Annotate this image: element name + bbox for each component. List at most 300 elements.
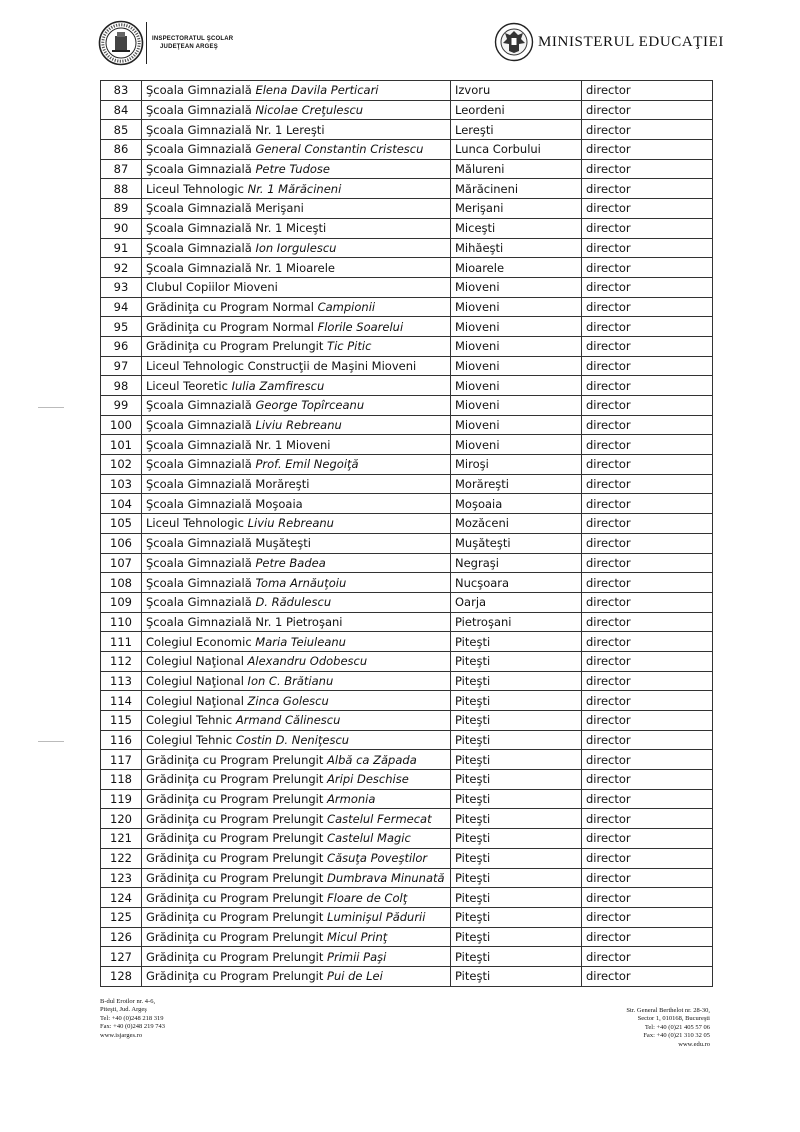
position: director (582, 258, 713, 278)
row-number: 117 (101, 750, 142, 770)
locality: Piteşti (451, 927, 582, 947)
school-name (142, 750, 451, 770)
school-type: Grădiniţa cu Program Prelungit (146, 969, 328, 984)
position: director (582, 632, 713, 652)
margin-mark (38, 407, 64, 408)
position: director (582, 120, 713, 140)
locality: Oarja (451, 592, 582, 612)
school-patron-name: Iulia Zamfirescu (231, 378, 325, 393)
romania-coat-of-arms-icon (492, 22, 536, 62)
isj-address (100, 998, 165, 1040)
row-number: 103 (101, 474, 142, 494)
position: director (582, 474, 713, 494)
locality: Pietroşani (451, 612, 582, 632)
school-patron-name: Castelul Magic (327, 831, 411, 846)
position: director (582, 179, 713, 199)
page-header (0, 0, 800, 80)
school-type: Şcoala Gimnazială Muşăteşti (146, 536, 311, 551)
school-patron-name: Nr. 1 Mărăcineni (247, 181, 342, 196)
school-patron-name: Florile Soarelui (317, 319, 404, 334)
row-number: 127 (101, 947, 142, 967)
row-number: 125 (101, 907, 142, 927)
table-row (101, 317, 713, 337)
position: director (582, 868, 713, 888)
row-number: 109 (101, 592, 142, 612)
school-type: Şcoala Gimnazială Morăreşti (146, 477, 310, 492)
row-number: 123 (101, 868, 142, 888)
position: director (582, 277, 713, 297)
school-type: Colegiul Naţional (146, 673, 248, 688)
row-number: 101 (101, 435, 142, 455)
row-number: 112 (101, 651, 142, 671)
row-number: 110 (101, 612, 142, 632)
school-patron-name: Dumbrava Minunată (327, 870, 445, 885)
locality: Miceşti (451, 218, 582, 238)
school-type: Grădiniţa cu Program Prelungit (146, 831, 328, 846)
school-name (142, 533, 451, 553)
school-patron-name: Petre Badea (255, 555, 326, 570)
school-type: Grădiniţa cu Program Prelungit (146, 890, 328, 905)
school-type: Şcoala Gimnazială (146, 555, 256, 570)
table-row (101, 592, 713, 612)
ministry-website: www.edu.ro (678, 1040, 710, 1048)
table-row (101, 848, 713, 868)
locality: Piteşti (451, 907, 582, 927)
school-name (142, 277, 451, 297)
school-type: Clubul Copiilor Mioveni (146, 280, 278, 295)
school-name (142, 376, 451, 396)
school-name (142, 356, 451, 376)
position: director (582, 671, 713, 691)
table-row (101, 612, 713, 632)
row-number: 126 (101, 927, 142, 947)
row-number: 118 (101, 770, 142, 790)
position: director (582, 81, 713, 101)
row-number: 98 (101, 376, 142, 396)
row-number: 114 (101, 691, 142, 711)
school-name (142, 789, 451, 809)
school-name (142, 336, 451, 356)
school-name (142, 612, 451, 632)
locality: Mioveni (451, 317, 582, 337)
school-type: Grădiniţa cu Program Prelungit (146, 851, 328, 866)
row-number: 128 (101, 966, 142, 986)
position: director (582, 809, 713, 829)
isj-name (152, 35, 233, 51)
school-patron-name: Zinca Golescu (247, 693, 329, 708)
table-row (101, 258, 713, 278)
school-name (142, 514, 451, 534)
table-row (101, 218, 713, 238)
position: director (582, 238, 713, 258)
position: director (582, 848, 713, 868)
row-number: 93 (101, 277, 142, 297)
position: director (582, 356, 713, 376)
school-patron-name: Micul Prinţ (327, 929, 388, 944)
row-number: 104 (101, 494, 142, 514)
school-name (142, 947, 451, 967)
row-number: 83 (101, 81, 142, 101)
row-number: 108 (101, 573, 142, 593)
ministry-address-line: Sector 1, 010168, Bucureşti (637, 1015, 710, 1023)
school-patron-name: Alexandru Odobescu (247, 654, 368, 669)
school-type: Şcoala Gimnazială (146, 595, 256, 610)
school-patron-name: Floare de Colţ (327, 890, 408, 905)
school-patron-name: Primii Paşi (327, 949, 387, 964)
table-body (101, 81, 713, 987)
position: director (582, 514, 713, 534)
table-row (101, 455, 713, 475)
position: director (582, 947, 713, 967)
school-name (142, 592, 451, 612)
school-type: Şcoala Gimnazială (146, 103, 256, 118)
school-name (142, 494, 451, 514)
row-number: 90 (101, 218, 142, 238)
school-name (142, 868, 451, 888)
school-name (142, 553, 451, 573)
school-type: Grădiniţa cu Program Prelungit (146, 910, 328, 925)
locality: Piteşti (451, 730, 582, 750)
position: director (582, 317, 713, 337)
position: director (582, 553, 713, 573)
table-row (101, 966, 713, 986)
school-patron-name: Elena Davila Perticari (255, 83, 379, 98)
position: director (582, 907, 713, 927)
locality: Mioveni (451, 396, 582, 416)
position: director (582, 789, 713, 809)
locality: Piteşti (451, 750, 582, 770)
isj-fax: Fax: +40 (0)248 219 743 (100, 1023, 166, 1031)
school-name (142, 120, 451, 140)
table-row (101, 888, 713, 908)
school-name (142, 317, 451, 337)
table-row (101, 120, 713, 140)
school-name (142, 927, 451, 947)
school-type: Grădiniţa cu Program Prelungit (146, 752, 328, 767)
school-type: Liceul Teoretic (146, 378, 232, 393)
locality: Muşăteşti (451, 533, 582, 553)
row-number: 87 (101, 159, 142, 179)
school-type: Şcoala Gimnazială (146, 575, 256, 590)
ministry-fax: Fax: +40 (0)21 310 32 05 (643, 1032, 710, 1040)
locality: Piteşti (451, 947, 582, 967)
position: director (582, 573, 713, 593)
row-number: 89 (101, 199, 142, 219)
school-type: Colegiul Tehnic (146, 733, 236, 748)
table-row (101, 376, 713, 396)
table-row (101, 573, 713, 593)
school-patron-name: Armonia (327, 792, 376, 807)
locality: Piteşti (451, 966, 582, 986)
locality: Mozăceni (451, 514, 582, 534)
locality: Piteşti (451, 711, 582, 731)
locality: Negraşi (451, 553, 582, 573)
position: director (582, 966, 713, 986)
school-name (142, 848, 451, 868)
isj-seal-icon (98, 20, 144, 66)
position: director (582, 612, 713, 632)
school-type: Grădiniţa cu Program Prelungit (146, 811, 328, 826)
school-name (142, 829, 451, 849)
school-type: Şcoala Gimnazială (146, 457, 256, 472)
table-row (101, 238, 713, 258)
position: director (582, 691, 713, 711)
school-patron-name: Căsuţa Poveştilor (327, 851, 428, 866)
position: director (582, 927, 713, 947)
school-name (142, 770, 451, 790)
locality: Mălureni (451, 159, 582, 179)
table-row (101, 533, 713, 553)
position: director (582, 455, 713, 475)
school-name (142, 81, 451, 101)
row-number: 113 (101, 671, 142, 691)
locality: Piteşti (451, 671, 582, 691)
school-type: Colegiul Tehnic (146, 713, 236, 728)
school-name (142, 140, 451, 160)
school-name (142, 632, 451, 652)
school-patron-name: Albă ca Zăpada (327, 752, 417, 767)
school-type: Şcoala Gimnazială (146, 83, 256, 98)
school-patron-name: Ion Iorgulescu (255, 240, 337, 255)
locality: Piteşti (451, 829, 582, 849)
row-number: 86 (101, 140, 142, 160)
locality: Piteşti (451, 651, 582, 671)
school-type: Grădiniţa cu Program Normal (146, 299, 318, 314)
row-number: 97 (101, 356, 142, 376)
locality: Lereşti (451, 120, 582, 140)
school-type: Grădiniţa cu Program Prelungit (146, 792, 328, 807)
school-name (142, 297, 451, 317)
position: director (582, 651, 713, 671)
table-row (101, 514, 713, 534)
school-name (142, 966, 451, 986)
school-type: Şcoala Gimnazială (146, 240, 256, 255)
directors-table (100, 80, 713, 987)
school-name (142, 258, 451, 278)
table-row (101, 927, 713, 947)
row-number: 95 (101, 317, 142, 337)
row-number: 91 (101, 238, 142, 258)
table-row (101, 199, 713, 219)
school-patron-name: Ion C. Brătianu (247, 673, 334, 688)
locality: Piteşti (451, 868, 582, 888)
school-name (142, 435, 451, 455)
position: director (582, 218, 713, 238)
table-row (101, 553, 713, 573)
table-row (101, 81, 713, 101)
ministry-address-line: Str. General Berthelot nr. 28-30, (626, 1007, 710, 1014)
position: director (582, 376, 713, 396)
position: director (582, 770, 713, 790)
locality: Mihăeşti (451, 238, 582, 258)
school-patron-name: Aripi Deschise (327, 772, 409, 787)
school-name (142, 159, 451, 179)
school-type: Liceul Tehnologic (146, 516, 248, 531)
school-patron-name: Prof. Emil Negoiţă (255, 457, 359, 472)
row-number: 99 (101, 396, 142, 416)
locality: Mioveni (451, 415, 582, 435)
school-patron-name: George Topîrceanu (255, 398, 365, 413)
margin-mark (38, 741, 64, 742)
position: director (582, 396, 713, 416)
school-name (142, 238, 451, 258)
school-name (142, 396, 451, 416)
school-type: Grădiniţa cu Program Prelungit (146, 949, 328, 964)
table-row (101, 730, 713, 750)
school-patron-name: Toma Arnăuţoiu (255, 575, 347, 590)
school-type: Grădiniţa cu Program Prelungit (146, 870, 328, 885)
school-name (142, 415, 451, 435)
row-number: 100 (101, 415, 142, 435)
table-row (101, 474, 713, 494)
table-row (101, 750, 713, 770)
ministry-name: MINISTERUL EDUCAŢIEI (538, 34, 725, 50)
position: director (582, 888, 713, 908)
position: director (582, 336, 713, 356)
locality: Morăreşti (451, 474, 582, 494)
row-number: 85 (101, 120, 142, 140)
locality: Mărăcineni (451, 179, 582, 199)
position: director (582, 159, 713, 179)
locality: Piteşti (451, 789, 582, 809)
locality: Piteşti (451, 848, 582, 868)
position: director (582, 711, 713, 731)
school-type: Liceul Tehnologic Construcţii de Maşini Mioveni (146, 358, 417, 373)
locality: Mioarele (451, 258, 582, 278)
table-row (101, 789, 713, 809)
table-row (101, 179, 713, 199)
row-number: 116 (101, 730, 142, 750)
school-name (142, 711, 451, 731)
isj-phone: Tel: +40 (0)248 218 319 (100, 1014, 164, 1022)
position: director (582, 297, 713, 317)
school-patron-name: Campionii (317, 299, 376, 314)
locality: Moşoaia (451, 494, 582, 514)
school-type: Şcoala Gimnazială Merişani (146, 201, 304, 216)
row-number: 120 (101, 809, 142, 829)
position: director (582, 435, 713, 455)
school-type: Şcoala Gimnazială (146, 398, 256, 413)
school-patron-name: Armand Călinescu (235, 713, 341, 728)
locality: Mioveni (451, 297, 582, 317)
header-divider (146, 22, 147, 64)
row-number: 121 (101, 829, 142, 849)
row-number: 119 (101, 789, 142, 809)
locality: Merişani (451, 199, 582, 219)
table-row (101, 632, 713, 652)
school-patron-name: Costin D. Neniţescu (235, 733, 350, 748)
school-patron-name: Tic Pitic (327, 339, 372, 354)
locality: Mioveni (451, 435, 582, 455)
school-name (142, 671, 451, 691)
school-name (142, 651, 451, 671)
school-patron-name: Maria Teiuleanu (255, 634, 346, 649)
school-type: Şcoala Gimnazială Nr. 1 Pietroşani (146, 614, 343, 629)
locality: Nucşoara (451, 573, 582, 593)
locality: Piteşti (451, 632, 582, 652)
row-number: 84 (101, 100, 142, 120)
locality: Piteşti (451, 888, 582, 908)
table-row (101, 868, 713, 888)
school-type: Şcoala Gimnazială Nr. 1 Lereşti (146, 122, 325, 137)
school-name (142, 907, 451, 927)
table-row (101, 770, 713, 790)
locality: Leordeni (451, 100, 582, 120)
school-patron-name: Luminişul Pădurii (327, 910, 426, 925)
row-number: 96 (101, 336, 142, 356)
locality: Izvoru (451, 81, 582, 101)
table-row (101, 435, 713, 455)
school-patron-name: Liviu Rebreanu (255, 418, 342, 433)
school-name (142, 455, 451, 475)
position: director (582, 415, 713, 435)
row-number: 102 (101, 455, 142, 475)
position: director (582, 592, 713, 612)
table-row (101, 297, 713, 317)
table-row (101, 140, 713, 160)
position: director (582, 533, 713, 553)
school-name (142, 179, 451, 199)
school-type: Şcoala Gimnazială Nr. 1 Miceşti (146, 221, 327, 236)
school-type: Grădiniţa cu Program Prelungit (146, 339, 328, 354)
ministry-phone: Tel: +40 (0)21 405 57 06 (644, 1023, 710, 1031)
position: director (582, 829, 713, 849)
table-row (101, 907, 713, 927)
school-patron-name: Nicolae Creţulescu (255, 103, 364, 118)
table-row (101, 671, 713, 691)
row-number: 88 (101, 179, 142, 199)
locality: Mioveni (451, 277, 582, 297)
school-type: Şcoala Gimnazială Moşoaia (146, 496, 303, 511)
isj-line-1: INSPECTORATUL ŞCOLAR (152, 36, 234, 42)
position: director (582, 494, 713, 514)
school-patron-name: Castelul Fermecat (327, 811, 432, 826)
school-patron-name: Petre Tudose (255, 162, 330, 177)
row-number: 124 (101, 888, 142, 908)
table-row (101, 159, 713, 179)
row-number: 107 (101, 553, 142, 573)
locality: Mioveni (451, 336, 582, 356)
row-number: 111 (101, 632, 142, 652)
locality: Miroşi (451, 455, 582, 475)
isj-line-2: JUDEŢEAN ARGEŞ (160, 44, 218, 50)
row-number: 105 (101, 514, 142, 534)
locality: Mioveni (451, 376, 582, 396)
table-row (101, 100, 713, 120)
table-row (101, 809, 713, 829)
locality: Piteşti (451, 809, 582, 829)
locality: Piteşti (451, 770, 582, 790)
school-type: Şcoala Gimnazială (146, 162, 256, 177)
school-type: Grădiniţa cu Program Prelungit (146, 772, 328, 787)
school-type: Grădiniţa cu Program Normal (146, 319, 318, 334)
table-row (101, 415, 713, 435)
position: director (582, 750, 713, 770)
school-type: Liceul Tehnologic (146, 181, 248, 196)
school-type: Şcoala Gimnazială (146, 418, 256, 433)
table-row (101, 691, 713, 711)
school-type: Şcoala Gimnazială Nr. 1 Mioveni (146, 437, 331, 452)
position: director (582, 730, 713, 750)
table-row (101, 356, 713, 376)
locality: Piteşti (451, 691, 582, 711)
school-patron-name: Pui de Lei (327, 969, 383, 984)
school-name (142, 691, 451, 711)
school-name (142, 573, 451, 593)
row-number: 115 (101, 711, 142, 731)
table-row (101, 711, 713, 731)
school-name (142, 100, 451, 120)
